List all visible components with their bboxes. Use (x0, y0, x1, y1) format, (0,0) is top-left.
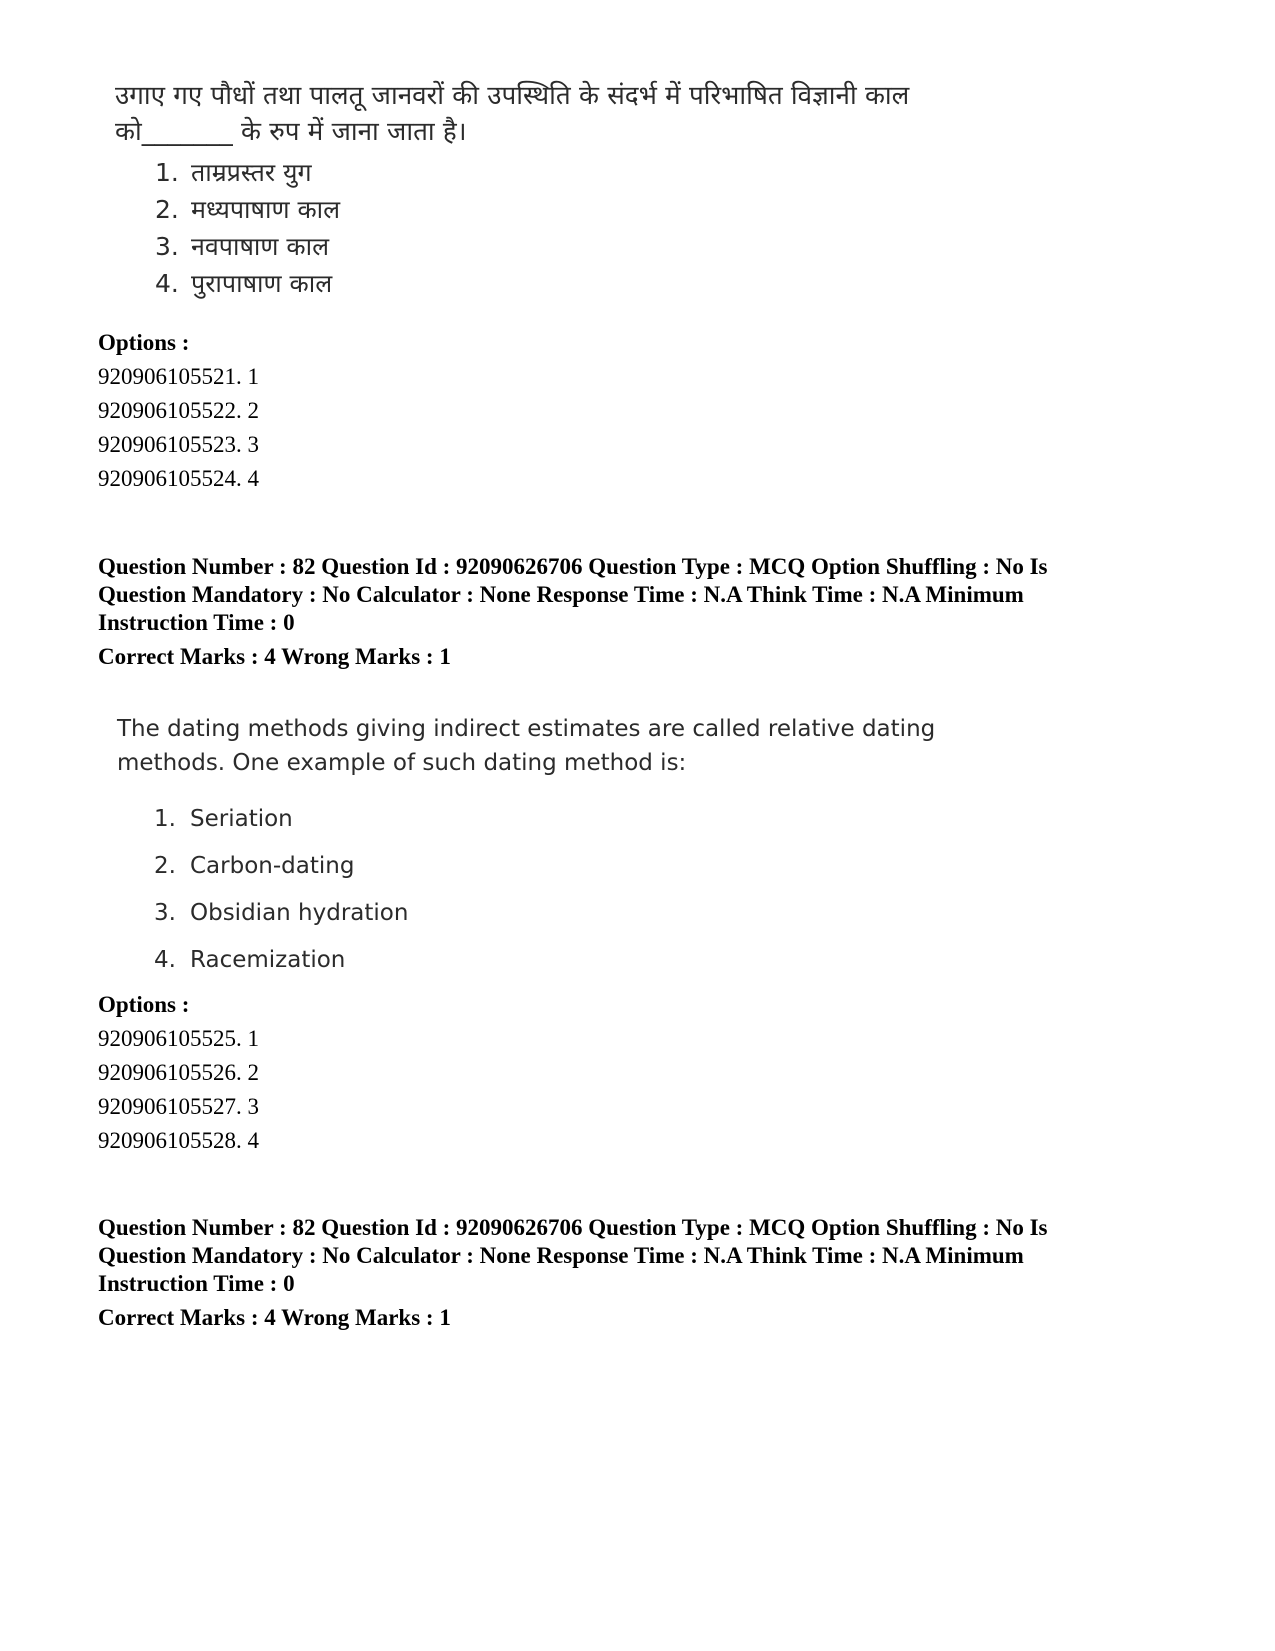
hindi-option (155, 191, 1015, 228)
english-option (154, 890, 1017, 937)
option-text: मध्यपाषाण काल (191, 195, 341, 224)
option-text: Seriation (190, 806, 293, 832)
option-id-row: 920906105522. 2 (98, 398, 259, 423)
question-meta-1 (98, 553, 1198, 671)
english-option-list (154, 796, 1017, 984)
english-option (154, 843, 1017, 890)
question-meta-2 (98, 1214, 1198, 1332)
hindi-option (155, 154, 1015, 191)
options-block-1 (98, 326, 259, 496)
option-id-row: 920906105524. 4 (98, 466, 259, 491)
option-text: Racemization (190, 947, 346, 973)
english-question-line2: methods. One example of such dating method is: (117, 750, 687, 776)
hindi-question-line1: उगाए गए पौधों तथा पालतू जानवरों की उपस्थिति के संदर्भ में परिभाषित विज्ञानी काल (115, 81, 910, 111)
options-heading: Options : (98, 992, 190, 1017)
question-meta-line: Instruction Time : 0 (98, 610, 295, 635)
option-number: 4. (154, 947, 176, 973)
option-number: 1. (154, 806, 176, 832)
question-meta-line: Question Mandatory : No Calculator : None Response Time : N.A Think Time : N.A Minimum (98, 1243, 1024, 1268)
english-question-image (117, 712, 1017, 984)
option-text: Obsidian hydration (190, 900, 409, 926)
hindi-question-line2: को_______ के रुप में जाना जाता है। (115, 117, 467, 147)
option-number: 1. (155, 158, 179, 187)
question-meta-line: Instruction Time : 0 (98, 1271, 295, 1296)
question-meta-line: Question Number : 82 Question Id : 92090626706 Question Type : MCQ Option Shuffling : No Is (98, 554, 1048, 579)
option-id-row: 920906105525. 1 (98, 1026, 259, 1051)
option-id-row: 920906105527. 3 (98, 1094, 259, 1119)
option-text: पुरापाषाण काल (191, 269, 333, 298)
question-meta-line: Question Number : 82 Question Id : 92090626706 Question Type : MCQ Option Shuffling : No Is (98, 1215, 1048, 1240)
marks-line: Correct Marks : 4 Wrong Marks : 1 (98, 1305, 451, 1330)
english-option (154, 796, 1017, 843)
hindi-question-text (115, 78, 1015, 150)
option-id-row: 920906105526. 2 (98, 1060, 259, 1085)
hindi-question-image (115, 78, 1015, 302)
option-text: Carbon-dating (190, 853, 355, 879)
option-text: नवपाषाण काल (191, 232, 330, 261)
english-option (154, 937, 1017, 984)
option-number: 2. (154, 853, 176, 879)
marks-line: Correct Marks : 4 Wrong Marks : 1 (98, 644, 451, 669)
options-heading: Options : (98, 330, 190, 355)
option-id-row: 920906105528. 4 (98, 1128, 259, 1153)
option-text: ताम्रप्रस्तर युग (191, 158, 312, 187)
option-number: 3. (155, 232, 179, 261)
option-number: 3. (154, 900, 176, 926)
question-meta-line: Question Mandatory : No Calculator : None Response Time : N.A Think Time : N.A Minimum (98, 582, 1024, 607)
option-number: 2. (155, 195, 179, 224)
english-question-text (117, 712, 1017, 780)
hindi-option (155, 265, 1015, 302)
option-id-row: 920906105521. 1 (98, 364, 259, 389)
hindi-option-list (155, 154, 1015, 302)
option-id-row: 920906105523. 3 (98, 432, 259, 457)
english-question-line1: The dating methods giving indirect estimates are called relative dating (117, 716, 936, 742)
hindi-option (155, 228, 1015, 265)
option-number: 4. (155, 269, 179, 298)
options-block-2 (98, 988, 259, 1158)
